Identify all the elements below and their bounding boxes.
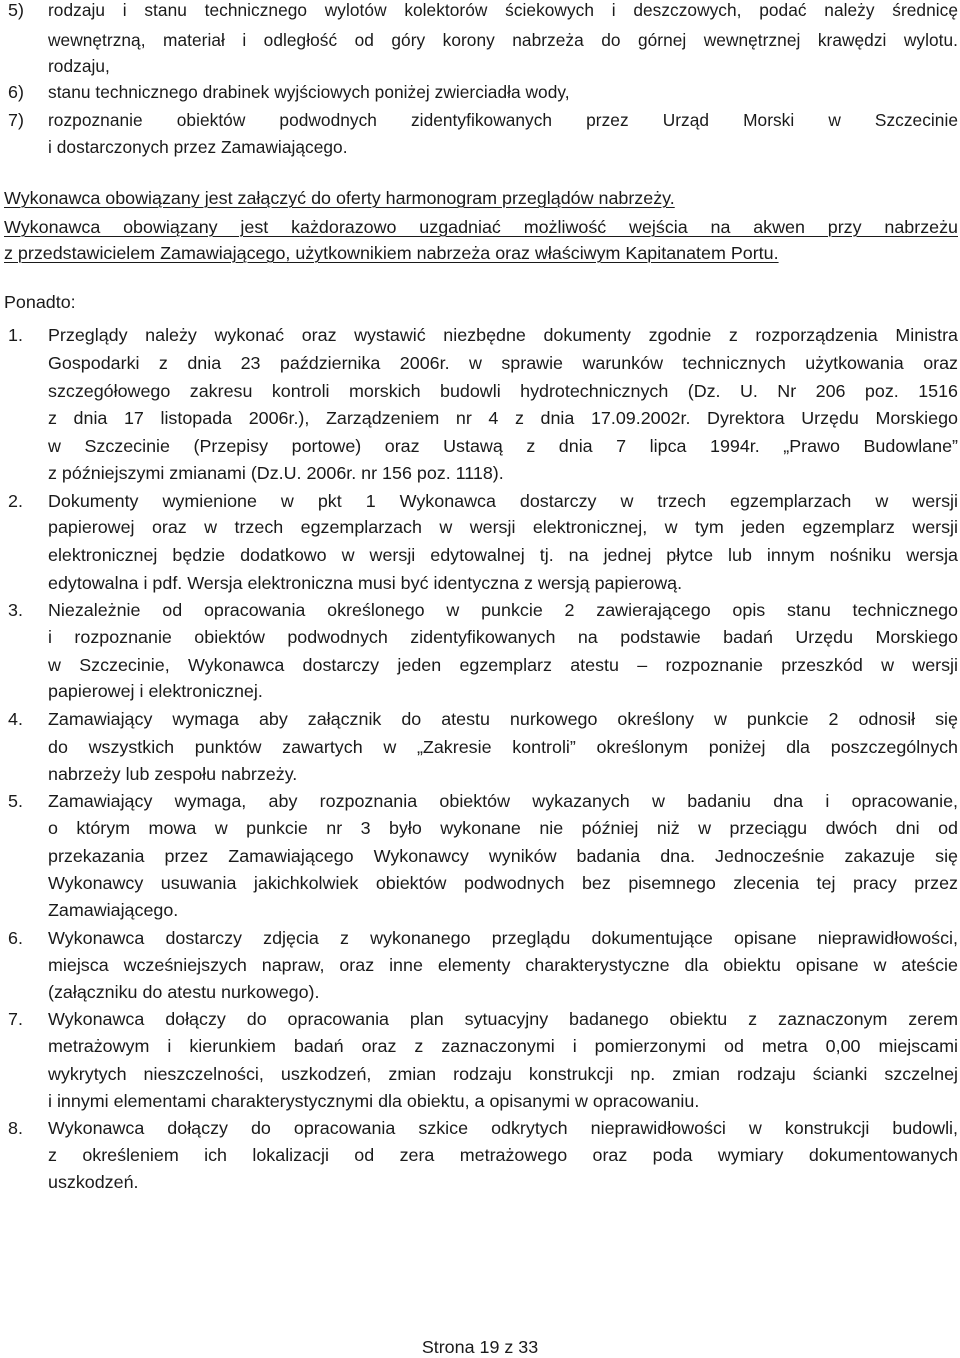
item-line: o którym mowa w punkcie nr 3 było wykonane nie później niż w przeciągu dwóch dni od <box>48 818 958 838</box>
item-line: do wszystkich punktów zawartych w „Zakresie kontroli” określonym poniżej dla poszczególnych <box>48 737 958 757</box>
item-line: Zamawiający wymaga aby załącznik do atestu nurkowego określony w punkcie 2 odnosił się <box>48 709 958 729</box>
list-item-line: i dostarczonych przez Zamawiającego. <box>48 137 348 157</box>
list-item-line: wewnętrzną, materiał i odległość od góry korony nabrzeża do górnej wewnętrznej krawędzi wylotu. <box>48 30 958 50</box>
item-line: i rozpoznanie obiektów podwodnych zidentyfikowanych na podstawie badań Urzędu Morskiego <box>48 627 958 647</box>
item-line: wykrytych nieszczelności, uszkodzeń, zmian rodzaju konstrukcji np. zmian rodzaju ścianki szczelnej <box>48 1064 958 1084</box>
list-item-line: rozpoznanie obiektów podwodnych zidentyfikowanych przez Urząd Morski w Szczecinie <box>48 110 958 130</box>
item-line: Zamawiający wymaga, aby rozpoznania obiektów wykazanych w badaniu dna i opracowanie, <box>48 791 958 811</box>
item-number: 8. <box>8 1118 23 1138</box>
item-line: elektronicznej będzie dodatkowo w wersji edytowalnej tj. na jednej płytce lub innym nośniku wersja <box>48 545 958 565</box>
item-line: Niezależnie od opracowania określonego w punkcie 2 zawierającego opis stanu technicznego <box>48 600 958 620</box>
item-line: Wykonawcy usuwania jakichkolwiek obiektów podwodnych bez pisemnego zlecenia tej pracy przez <box>48 873 958 893</box>
item-number: 6. <box>8 928 23 948</box>
list-item-line: rodzaju i stanu technicznego wylotów kolektorów ściekowych i deszczowych, podać należy średnicę <box>48 0 958 20</box>
item-line: Wykonawca dostarczy zdjęcia z wykonanego przeglądu dokumentujące opisane nieprawidłowości, <box>48 928 958 948</box>
item-number: 4. <box>8 709 23 729</box>
item-line: edytowalna i pdf. Wersja elektroniczna musi być identyczna z wersją papierową. <box>48 573 683 593</box>
item-number: 3. <box>8 600 23 620</box>
item-line: Wykonawca dołączy do opracowania plan sytuacyjny badanego obiektu z zaznaczonym zerem <box>48 1009 958 1029</box>
item-line: Dokumenty wymienione w pkt 1 Wykonawca dostarczy w trzech egzemplarzach w wersji <box>48 491 958 511</box>
item-line: uszkodzeń. <box>48 1172 139 1192</box>
item-line: Wykonawca dołączy do opracowania szkice odkrytych nieprawidłowości w konstrukcji budowli, <box>48 1118 958 1138</box>
item-line: szczegółowego zakresu kontroli morskich budowli hydrotechnicznych (Dz. U. Nr 206 poz. 1516 <box>48 381 958 401</box>
list-number: 7) <box>8 110 25 130</box>
item-line: z późniejszymi zmianami (Dz.U. 2006r. nr 156 poz. 1118). <box>48 463 504 483</box>
item-line: papierowej oraz w trzech egzemplarzach w wersji elektronicznej, w tym jeden egzemplarz wersji <box>48 517 958 537</box>
item-number: 2. <box>8 491 23 511</box>
list-item-line: stanu technicznego drabinek wyjściowych poniżej zwierciadła wody, <box>48 82 570 102</box>
item-number: 7. <box>8 1009 23 1029</box>
item-line: Przeglądy należy wykonać oraz wystawić niezbędne dokumenty zgodnie z rozporządzenia Ministra <box>48 325 958 345</box>
item-line: nabrzeży lub zespołu nabrzeży. <box>48 764 298 784</box>
item-number: 5. <box>8 791 23 811</box>
item-line: Gospodarki z dnia 23 października 2006r. w sprawie warunków technicznych użytkowania oraz <box>48 353 958 373</box>
item-line: miejsca wcześniejszych napraw, oraz inne elementy charakterystyczne dla obiektu opisane w ateście <box>48 955 958 975</box>
paragraph-uzgadnianie-line: Wykonawca obowiązany jest każdorazowo uzgadniać możliwość wejścia na akwen przy nabrzeżu <box>4 217 958 237</box>
item-line: z określeniem ich lokalizacji od zera metrażowego oraz poda wymiary dokumentowanych <box>48 1145 958 1165</box>
list-item-line: rodzaju, <box>48 56 110 76</box>
item-line: Zamawiającego. <box>48 900 179 920</box>
section-heading-ponadto: Ponadto: <box>4 292 76 312</box>
list-number: 5) <box>8 0 25 20</box>
item-line: metrażowym i kierunkiem badań oraz z zaznaczonymi i pomierzonymi od metra 0,00 miejscami <box>48 1036 958 1056</box>
item-line: z dnia 17 listopada 2006r.), Zarządzeniem nr 4 z dnia 17.09.2002r. Dyrektora Urzędu Morskiego <box>48 408 958 428</box>
paragraph-uzgadnianie-line: z przedstawicielem Zamawiającego, użytkownikiem nabrzeża oraz właściwym Kapitanatem Portu. <box>4 243 779 263</box>
item-line: w Szczecinie (Przepisy portowe) oraz Ustawą z dnia 7 lipca 1994r. „Prawo Budowlane” <box>48 436 958 456</box>
item-line: (załączniku do atestu nurkowego). <box>48 982 320 1002</box>
item-line: i innymi elementami charakterystycznymi dla obiektu, a opisanymi w opracowaniu. <box>48 1091 700 1111</box>
page-number-footer: Strona 19 z 33 <box>421 1337 539 1357</box>
item-line: w Szczecinie, Wykonawca dostarczy jeden egzemplarz atestu – rozpoznanie przeszkód w wersji <box>48 655 958 675</box>
paragraph-harmonogram: Wykonawca obowiązany jest załączyć do oferty harmonogram przeglądów nabrzeży. <box>4 188 675 208</box>
list-number: 6) <box>8 82 25 102</box>
item-line: przekazania przez Zamawiającego Wykonawcy wyników badania dna. Jednocześnie zakazuje się <box>48 846 958 866</box>
item-number: 1. <box>8 325 23 345</box>
item-line: papierowej i elektronicznej. <box>48 681 263 701</box>
